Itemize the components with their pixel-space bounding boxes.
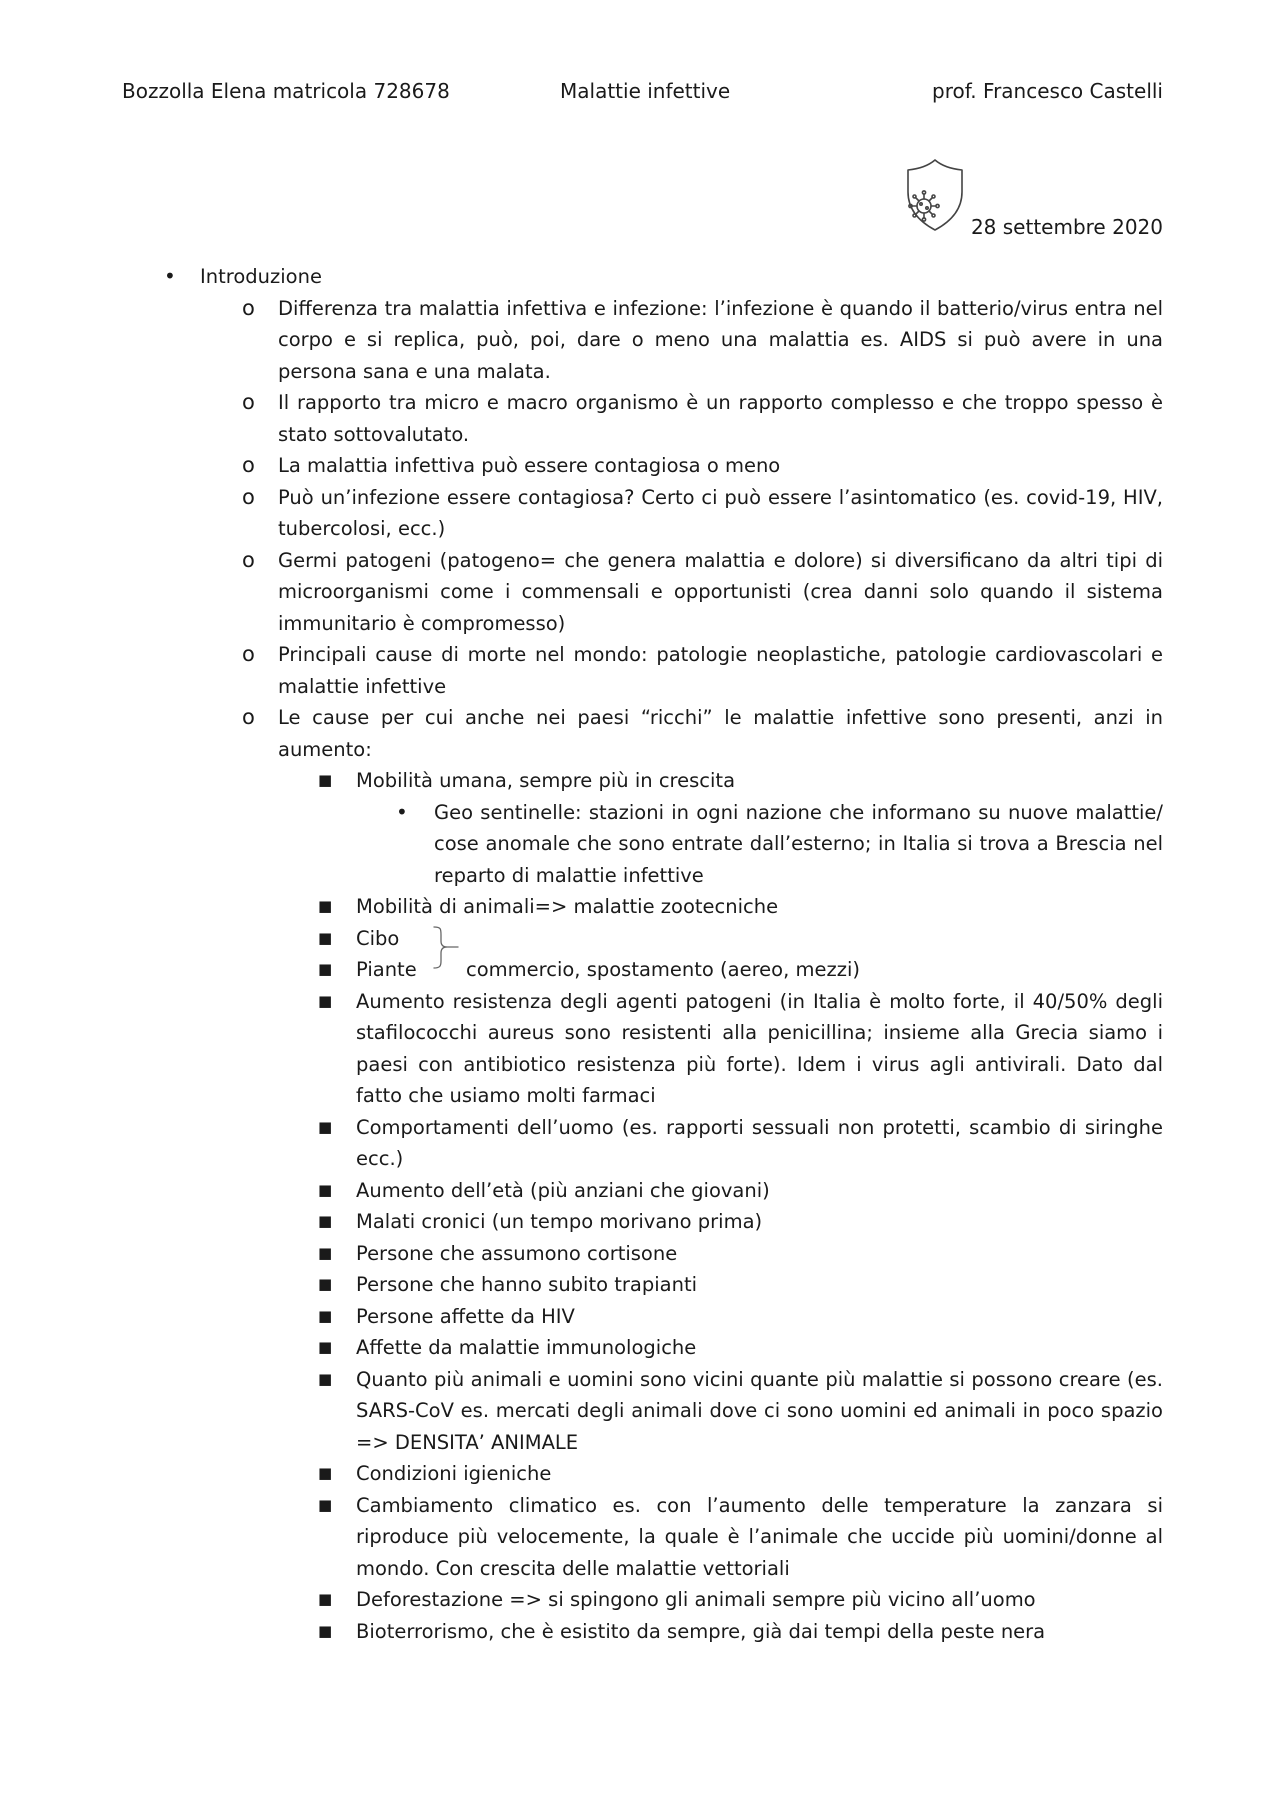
- cause-item: ■ Bioterrorismo, che è esistito da sempre, già dai tempi della peste nera: [356, 1616, 1163, 1648]
- cause-item: ■ Deforestazione => si spingono gli animali sempre più vicino all’uomo: [356, 1584, 1163, 1616]
- list-item: o Germi patogeni (patogeno= che genera malattia e dolore) si diversificano da altri tipi di microorganismi come i commensali e opportunisti (crea danni solo quando il sistema immunitario è compromesso): [278, 545, 1163, 640]
- bullet-square-icon: ■: [318, 1212, 333, 1230]
- cause-item: ■ Mobilità di animali=> malattie zootecniche: [356, 891, 1163, 923]
- cause-item: ■ Comportamenti dell’uomo (es. rapporti sessuali non protetti, scambio di siringhe ecc.): [356, 1112, 1163, 1175]
- bullet-square-icon: ■: [318, 1369, 333, 1388]
- bullet-square-icon: ■: [318, 1243, 333, 1262]
- bullet-dot-icon: •: [396, 799, 408, 824]
- brace-note: commercio, spostamento (aereo, mezzi): [466, 958, 860, 981]
- bullet-square-icon: ■: [318, 1464, 333, 1482]
- cause-item: [318, 954, 1163, 986]
- bullet-square-icon: ■: [318, 928, 333, 947]
- cause-item: ■ Quanto più animali e uomini sono vicini quante più malattie si possono creare (es. SARS-CoV es. mercati degli animali dove ci sono uomini ed animali in poco spazio => DENSITA’ ANIMALE: [356, 1364, 1163, 1459]
- bullet-square-icon: ■: [318, 1590, 333, 1608]
- cause-item: ■ Mobilità umana, sempre più in crescita: [356, 765, 1163, 797]
- bullet-circle-icon: o: [242, 642, 255, 666]
- bullet-square-icon: ■: [318, 1180, 333, 1199]
- bullet-square-icon: ■: [318, 1306, 333, 1325]
- virus-shield-icon: [898, 158, 972, 232]
- bullet-circle-icon: o: [242, 295, 255, 320]
- cause-item: ■ Persone che assumono cortisone: [356, 1238, 1163, 1270]
- bullet-square-icon: ■: [318, 1495, 333, 1514]
- bullet-circle-icon: o: [242, 390, 255, 414]
- cause-item: ■ Cambiamento climatico es. con l’aumento delle temperature la zanzara si riproduce più velocemente, la quale è l’animale che uccide più uomini/donne al mondo. Con crescita delle malattie vettoriali: [356, 1490, 1163, 1585]
- curly-brace-icon: [430, 925, 460, 969]
- bullet-circle-icon: o: [242, 484, 255, 509]
- list-item: o Può un’infezione essere contagiosa? Certo ci può essere l’asintomatico (es. covid-19, HIV, tubercolosi, ecc.): [278, 482, 1163, 545]
- list-item: o Differenza tra malattia infettiva e infezione: l’infezione è quando il batterio/virus entra nel corpo e si replica, può, poi, dare o meno una malattia es. AIDS si può avere in una persona sana e una malata.: [278, 293, 1163, 388]
- cause-item: ■ Condizioni igieniche: [356, 1458, 1163, 1490]
- causes-list: [0, 986, 1280, 1648]
- bullet-square-icon: ■: [318, 771, 333, 789]
- bullet-square-icon: ■: [318, 960, 333, 978]
- section-heading-item: [164, 261, 1163, 293]
- cause-item: ■ Aumento resistenza degli agenti patogeni (in Italia è molto forte, il 40/50% degli stafilococchi aureus sono resistenti alla penicillina; insieme alla Grecia siamo i paesi con antibiotico resistenza più forte). Idem i virus agli antivirali. Dato dal fatto che usiamo molti farmaci: [356, 986, 1163, 1112]
- bullet-square-icon: ■: [318, 1338, 333, 1356]
- cause-item: ■ Cibo: [356, 923, 1163, 955]
- header-course: Malattie infettive: [560, 79, 731, 103]
- list-item: o Le cause per cui anche nei paesi “ricchi” le malattie infettive sono presenti, anzi in aumento:: [278, 702, 1163, 765]
- cause-item: ■ Persone affette da HIV: [356, 1301, 1163, 1333]
- list-item: o Principali cause di morte nel mondo: patologie neoplastiche, patologie cardiovascolari e malattie infettive: [278, 639, 1163, 702]
- cause-item: ■ Persone che hanno subito trapianti: [356, 1269, 1163, 1301]
- bullet-square-icon: ■: [318, 991, 333, 1010]
- header-professor: prof. Francesco Castelli: [932, 79, 1163, 103]
- document-date: 28 settembre 2020: [970, 215, 1163, 239]
- bullet-square-icon: ■: [318, 1275, 333, 1293]
- bullet-circle-icon: o: [242, 705, 255, 729]
- bullet-square-icon: ■: [318, 1117, 333, 1136]
- bullet-circle-icon: o: [242, 547, 255, 572]
- bullet-circle-icon: o: [242, 453, 255, 477]
- brace-group: [0, 923, 1280, 986]
- plants-label: Piante: [356, 958, 417, 981]
- header-author: Bozzolla Elena matricola 728678: [122, 79, 450, 103]
- bullet-square-icon: ■: [318, 897, 333, 915]
- section-title: Introduzione: [200, 265, 322, 288]
- cause-item: ■ Malati cronici (un tempo morivano prima): [356, 1206, 1163, 1238]
- document-body: [0, 261, 1280, 1647]
- sub-cause-item: • Geo sentinelle: stazioni in ogni nazione che informano su nuove malattie/ cose anomale che sono entrate dall’esterno; in Italia si trova a Brescia nel reparto di malattie infettive: [434, 797, 1163, 892]
- cause-item: ■ Affette da malattie immunologiche: [356, 1332, 1163, 1364]
- list-item: o La malattia infettiva può essere contagiosa o meno: [278, 450, 1163, 482]
- bullet-dot-icon: •: [164, 264, 176, 288]
- cause-item: ■ Aumento dell’età (più anziani che giovani): [356, 1175, 1163, 1207]
- list-item: o Il rapporto tra micro e macro organismo è un rapporto complesso e che troppo spesso è stato sottovalutato.: [278, 387, 1163, 450]
- bullet-square-icon: ■: [318, 1621, 333, 1640]
